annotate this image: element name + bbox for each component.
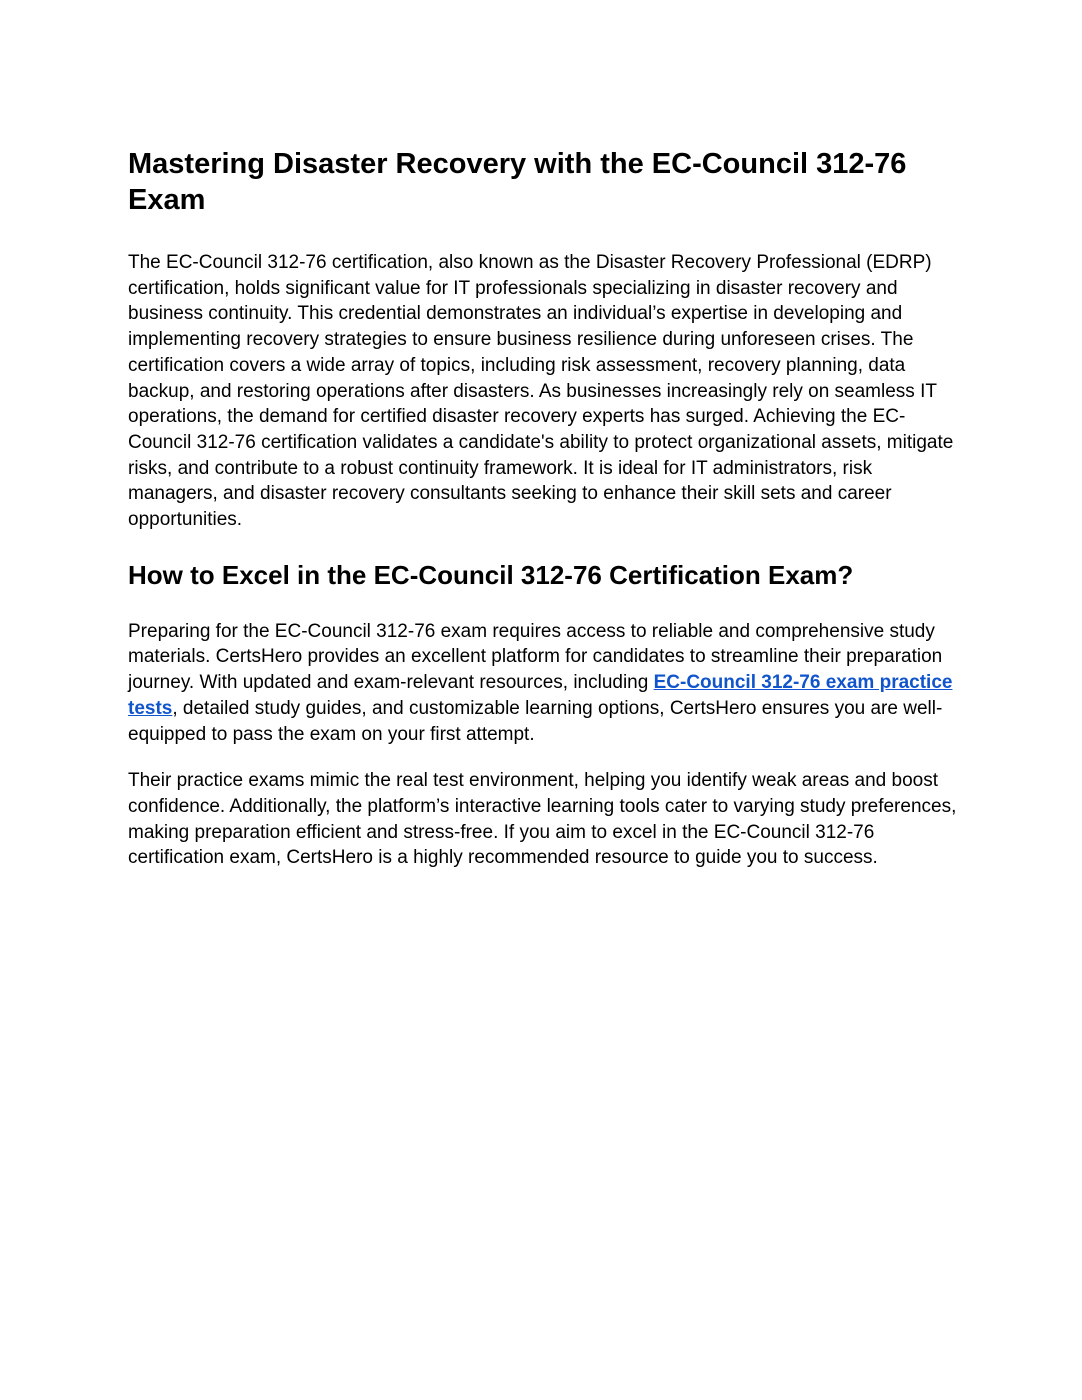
- practice-tests-link[interactable]: EC-Council 312-76 exam practice tests: [128, 672, 953, 719]
- document-title: Mastering Disaster Recovery with the EC-Council 312-76 Exam: [128, 148, 907, 216]
- section-heading: How to Excel in the EC-Council 312-76 Certification Exam?: [128, 559, 854, 590]
- prep-text-after-link: , detailed study guides, and customizable learning options, CertsHero ensures you are well-equipped to pass the exam on your first attempt.: [128, 697, 943, 745]
- closing-paragraph: Their practice exams mimic the real test environment, helping you identify weak areas and boost confidence. Additionally, the platform’s interactive learning tools cater to varying study preferences, making preparation efficient and stress-free. If you aim to excel in the EC-Council 312-76 certification exam, CertsHero is a highly recommended resource to guide you to success.: [128, 770, 957, 869]
- document-page: [128, 146, 960, 871]
- intro-paragraph: The EC-Council 312-76 certification, also known as the Disaster Recovery Professional (EDRP) certification, holds significant value for IT professionals specializing in disaster recovery and business continuity. This credential demonstrates an individual’s expertise in developing and implementing recovery strategies to ensure business resilience during unforeseen crises. The certification covers a wide array of topics, including risk assessment, recovery planning, data backup, and restoring operations after disasters. As businesses increasingly rely on seamless IT operations, the demand for certified disaster recovery experts has surged. Achieving the EC-Council 312-76 certification validates a candidate's ability to protect organizational assets, mitigate risks, and contribute to a robust continuity framework. It is ideal for IT administrators, risk managers, and disaster recovery consultants seeking to enhance their skill sets and career opportunities.: [128, 252, 954, 531]
- prep-text-before-link: Preparing for the EC-Council 312-76 exam requires access to reliable and comprehensive study materials. CertsHero provides an excellent platform for candidates to streamline their preparation journey. With updated and exam-relevant resources, including: [128, 620, 943, 694]
- prep-paragraph: [128, 619, 960, 748]
